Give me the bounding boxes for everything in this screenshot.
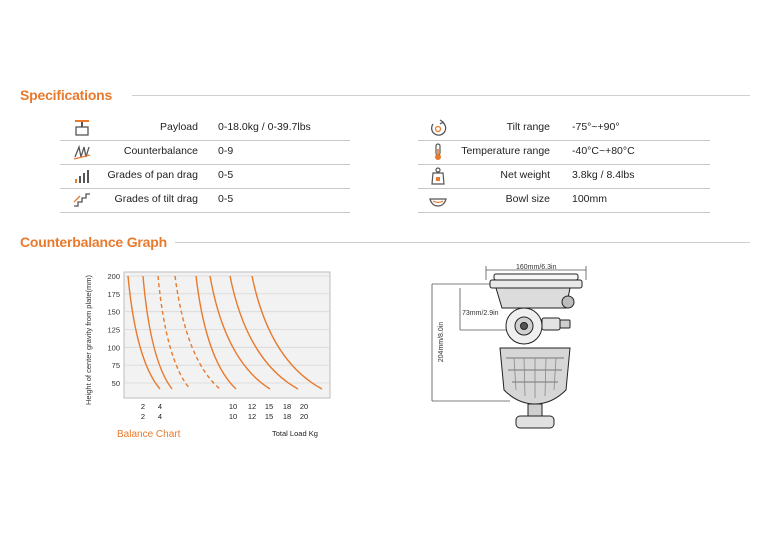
tilt-range-icon [428, 119, 448, 137]
specifications-rule [132, 95, 750, 96]
spec-value: 0-18.0kg / 0-39.7lbs [218, 121, 311, 133]
chart-y-tick-label: 175 [107, 289, 120, 299]
spec-row-payload [60, 116, 350, 141]
chart-x-axis-label: Total Load Kg [272, 429, 318, 438]
fluid-head-diagram [420, 258, 610, 448]
chart-x-tick-label: 12 [247, 402, 257, 411]
chart-title: Balance Chart [117, 429, 181, 440]
spec-row-tilt-drag [60, 188, 350, 213]
thermometer-icon [428, 143, 448, 161]
chart-y-tick-label: 75 [111, 361, 120, 371]
chart-y-tick-label: 125 [107, 325, 120, 335]
spec-value: 100mm [572, 193, 608, 205]
chart-x-tick-label: 10 [228, 412, 238, 421]
spec-value: 0-9 [218, 145, 234, 157]
fluid-head-illustration [490, 274, 582, 428]
spec-row-pan-drag [60, 164, 350, 189]
spec-value: 0-5 [218, 169, 234, 181]
spec-row-counterbalance [60, 140, 350, 165]
chart-x-tick-label: 2 [140, 412, 146, 421]
chart-x-tick-label: 4 [157, 412, 163, 421]
spec-label: Tilt range [506, 121, 550, 133]
spec-value: 0-5 [218, 193, 234, 205]
counterbalance-graph-title: Counterbalance Graph [20, 234, 167, 250]
chart-x-tick-label: 10 [228, 402, 238, 411]
spec-label: Bowl size [505, 193, 550, 205]
spec-label: Grades of tilt drag [114, 193, 198, 205]
width-dimension-label: 160mm/6.3in [516, 264, 557, 271]
chart-x-tick-label: 2 [140, 402, 146, 411]
pan-drag-bars-icon [72, 167, 92, 185]
counterbalance-spring-icon [72, 143, 92, 161]
weight-icon [428, 167, 448, 185]
spec-row-net-weight [418, 164, 710, 189]
balance-chart [0, 260, 350, 450]
spec-value: -40°C~+80°C [572, 145, 635, 157]
spec-label: Counterbalance [123, 145, 198, 157]
spec-label: Net weight [500, 169, 550, 181]
tilt-drag-steps-icon [72, 191, 92, 209]
spec-label: Payload [160, 121, 198, 133]
spec-row-tilt-range [418, 116, 710, 141]
spec-row-temperature [418, 140, 710, 165]
chart-x-tick-label: 20 [299, 412, 309, 421]
height-dimension-label: 204mm/8.0in [438, 321, 445, 363]
chart-x-tick-label: 12 [247, 412, 257, 421]
spec-value: 3.8kg / 8.4lbs [572, 169, 635, 181]
spec-label: Grades of pan drag [107, 169, 198, 181]
chart-x-tick-label: 18 [282, 402, 292, 411]
chart-y-axis-label: Height of center gravity from plate(mm) [84, 274, 93, 406]
spec-row-bowl-size [418, 188, 710, 213]
chart-y-tick-label: 200 [107, 272, 120, 281]
payload-icon [72, 119, 92, 137]
chart-y-tick-label: 100 [107, 343, 120, 353]
chart-y-tick-label: 50 [111, 379, 120, 388]
chart-y-tick-label: 150 [107, 307, 120, 317]
mid-dimension-label: 73mm/2.9in [462, 310, 499, 317]
chart-x-tick-label: 15 [264, 412, 274, 421]
chart-x-tick-label: 20 [299, 402, 309, 411]
spec-label: Temperature range [461, 145, 550, 157]
chart-x-tick-label: 4 [157, 402, 163, 411]
specifications-title: Specifications [20, 87, 113, 103]
counterbalance-graph-rule [175, 242, 750, 243]
bowl-icon [428, 191, 448, 209]
chart-x-tick-label: 15 [264, 402, 274, 411]
chart-x-tick-label: 18 [282, 412, 292, 421]
spec-value: -75°~+90° [572, 121, 620, 133]
